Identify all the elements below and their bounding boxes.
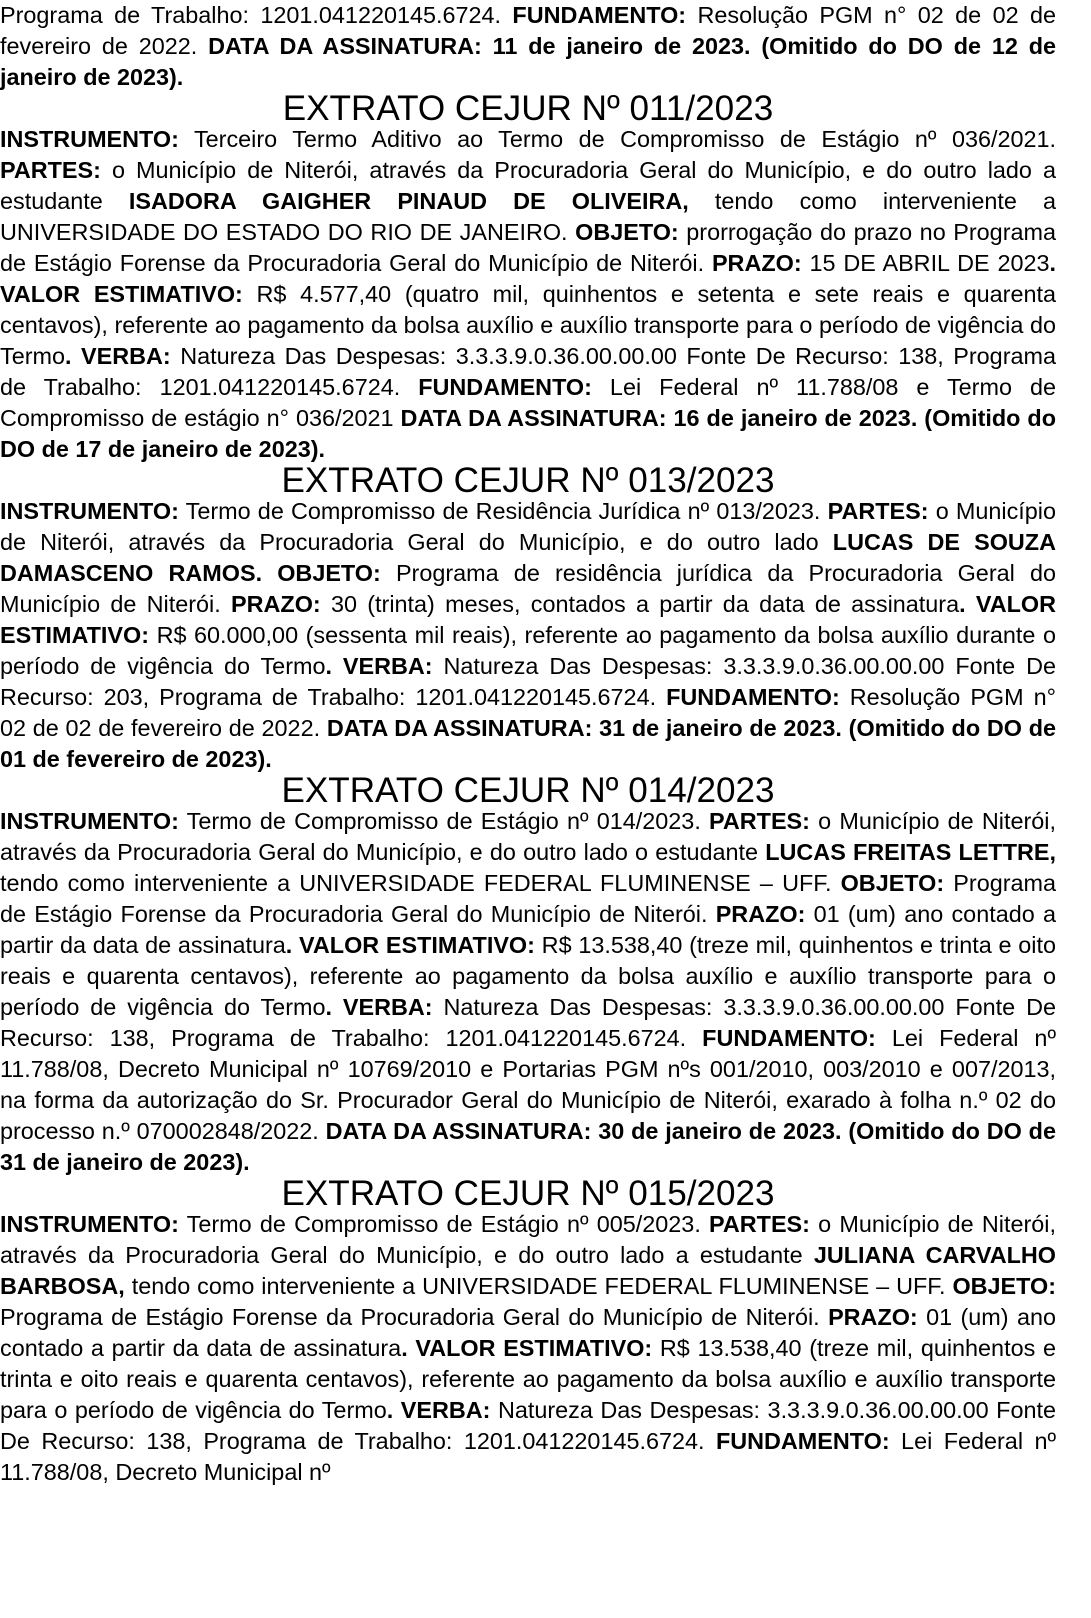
- bold-run: . VERBA:: [325, 994, 433, 1020]
- bold-run: INSTRUMENTO:: [0, 126, 179, 152]
- text-run: Termo de Compromisso de Estágio nº 005/2023.: [178, 1211, 710, 1237]
- bold-run: FUNDAMENTO:: [702, 1025, 876, 1051]
- bold-run: . VALOR ESTIMATIVO:: [0, 250, 1056, 307]
- text-run: o Município de Niterói, através da Procuradoria Geral do Município, e do outro lado o estudante: [0, 808, 1056, 865]
- bold-run: PRAZO:: [231, 591, 321, 617]
- bold-run: . VALOR ESTIMATIVO:: [401, 1335, 653, 1361]
- bold-run: PARTES:: [709, 1211, 810, 1237]
- bold-run: PARTES:: [827, 498, 929, 524]
- text-run: Lei Federal nº 11.788/08, Decreto Municipal nº 10769/2010 e Portarias PGM nºs 001/2010, 003/2010 e 007/2013, na forma da autorização do Sr. Procurador Geral do Município de Niterói, exarado à folha n.º 02 do processo n.º 070002848/2022.: [0, 1025, 1056, 1144]
- bold-run: FUNDAMENTO:: [512, 2, 687, 28]
- text-run: Resolução PGM n° 02 de 02 de fevereiro de 2022.: [0, 684, 1056, 741]
- text-run: Resolução PGM n° 02 de 02 de fevereiro de 2022.: [0, 2, 1056, 59]
- bold-run: DATA DA ASSINATURA: 11 de janeiro de 2023. (Omitido do DO de 12 de janeiro de 2023).: [0, 33, 1056, 90]
- bold-run: . VALOR ESTIMATIVO:: [0, 591, 1056, 648]
- intro-paragraph: [0, 0, 1056, 93]
- text-run: 15 DE ABRIL DE 2023: [801, 250, 1050, 276]
- text-run: o Município de Niterói, através da Procuradoria Geral do Município, e do outro lado a estudante: [0, 157, 1056, 214]
- bold-run: INSTRUMENTO:: [0, 1211, 179, 1237]
- text-run: Programa de Trabalho: 1201.041220145.6724.: [0, 2, 513, 28]
- extract-body: [0, 124, 1056, 465]
- bold-run: ISADORA GAIGHER PINAUD DE OLIVEIRA,: [128, 188, 689, 214]
- extract-title: EXTRATO CEJUR Nº 011/2023: [282, 89, 774, 128]
- extract-title: EXTRATO CEJUR Nº 013/2023: [281, 461, 775, 500]
- bold-run: PRAZO:: [828, 1304, 918, 1330]
- bold-run: PRAZO:: [711, 250, 802, 276]
- text-run: o Município de Niterói, através da Procuradoria Geral do Município, e do outro lado: [0, 498, 1056, 555]
- text-run: R$ 60.000,00 (sessenta mil reais), referente ao pagamento da bolsa auxílio durante o período de vigência do Termo: [0, 622, 1056, 679]
- text-run: Natureza Das Despesas: 3.3.3.9.0.36.00.00.00 Fonte De Recurso: 138, Programa de Trabalho: 1201.041220145.6724.: [0, 994, 1057, 1051]
- text-run: Natureza Das Despesas: 3.3.3.9.0.36.00.00.00 Fonte De Recurso: 138, Programa de Trabalho: 1201.041220145.6724.: [0, 1397, 1056, 1454]
- text-run: 01 (um) ano contado a partir da data de assinatura: [0, 901, 1056, 958]
- extract-body: [0, 1209, 1056, 1488]
- bold-run: . VERBA:: [65, 343, 171, 369]
- text-run: tendo como interveniente a UNIVERSIDADE DO ESTADO DO RIO DE JANEIRO.: [0, 188, 1056, 245]
- bold-run: PARTES:: [709, 808, 810, 834]
- bold-run: OBJETO:: [840, 870, 945, 896]
- text-run: Lei Federal nº 11.788/08 e Termo de Compromisso de estágio n° 036/2021: [0, 374, 1056, 431]
- bold-run: PARTES:: [0, 157, 101, 183]
- text-run: R$ 13.538,40 (treze mil, quinhentos e trinta e oito reais e quarenta centavos), referente ao pagamento da bolsa auxílio e auxílio transporte para o período de vigência do Termo: [0, 932, 1056, 1020]
- bold-run: OBJETO:: [575, 219, 679, 245]
- bold-run: DATA DA ASSINATURA: 31 de janeiro de 2023. (Omitido do DO de 01 de fevereiro de 2023).: [0, 715, 1056, 772]
- text-run: Terceiro Termo Aditivo ao Termo de Compromisso de Estágio nº 036/2021.: [178, 126, 1056, 152]
- extract-body: [0, 806, 1056, 1178]
- bold-run: LUCAS DE SOUZA DAMASCENO RAMOS. OBJETO:: [0, 529, 1056, 586]
- bold-run: FUNDAMENTO:: [715, 1428, 890, 1454]
- bold-run: LUCAS FREITAS LETTRE,: [765, 839, 1056, 865]
- text-run: tendo como interveniente a UNIVERSIDADE FEDERAL FLUMINENSE – UFF.: [124, 1273, 953, 1299]
- bold-run: OBJETO:: [952, 1273, 1056, 1299]
- text-run: 30 (trinta) meses, contados a partir da data de assinatura: [320, 591, 960, 617]
- text-run: Termo de Compromisso de Estágio nº 014/2023.: [178, 808, 710, 834]
- text-run: R$ 4.577,40 (quatro mil, quinhentos e setenta e sete reais e quarenta centavos), referente ao pagamento da bolsa auxílio e auxílio transporte para o período de vigência do Termo: [0, 281, 1056, 369]
- text-run: prorrogação do prazo no Programa de Estágio Forense da Procuradoria Geral do Município de Niterói.: [0, 219, 1056, 276]
- extract-title: EXTRATO CEJUR Nº 015/2023: [281, 1174, 775, 1213]
- text-run: Programa de Estágio Forense da Procuradoria Geral do Município de Niterói.: [0, 1304, 829, 1330]
- bold-run: INSTRUMENTO:: [0, 808, 179, 834]
- bold-run: FUNDAMENTO:: [666, 684, 840, 710]
- bold-run: . VERBA:: [386, 1397, 491, 1423]
- bold-run: JULIANA CARVALHO BARBOSA,: [0, 1242, 1056, 1299]
- extract-body: [0, 496, 1056, 775]
- text-run: Natureza Das Despesas: 3.3.3.9.0.36.00.00.00 Fonte De Recurso: 203, Programa de Trabalho: 1201.041220145.6724.: [0, 653, 1057, 710]
- bold-run: DATA DA ASSINATURA: 30 de janeiro de 2023. (Omitido do DO de 31 de janeiro de 2023).: [0, 1118, 1056, 1175]
- bold-run: . VERBA:: [325, 653, 433, 679]
- text-run: 01 (um) ano contado a partir da data de assinatura: [0, 1304, 1056, 1361]
- bold-run: PRAZO:: [715, 901, 806, 927]
- text-run: Termo de Compromisso de Residência Jurídica nº 013/2023.: [178, 498, 828, 524]
- text-run: Lei Federal nº 11.788/08, Decreto Municipal nº: [0, 1428, 1056, 1485]
- text-run: Natureza Das Despesas: 3.3.3.9.0.36.00.00.00 Fonte De Recurso: 138, Programa de Trabalho: 1201.041220145.6724.: [0, 343, 1056, 400]
- text-run: tendo como interveniente a UNIVERSIDADE FEDERAL FLUMINENSE – UFF.: [0, 870, 841, 896]
- bold-run: DATA DA ASSINATURA: 16 de janeiro de 2023. (Omitido do DO de 17 de janeiro de 2023).: [0, 405, 1056, 462]
- extract-title: EXTRATO CEJUR Nº 014/2023: [281, 771, 775, 810]
- bold-run: FUNDAMENTO:: [418, 374, 592, 400]
- bold-run: INSTRUMENTO:: [0, 498, 179, 524]
- text-run: Programa de Estágio Forense da Procuradoria Geral do Município de Niterói.: [0, 870, 1056, 927]
- text-run: o Município de Niterói, através da Procuradoria Geral do Município, e do outro lado a estudante: [0, 1211, 1056, 1268]
- text-run: R$ 13.538,40 (treze mil, quinhentos e trinta e oito reais e quarenta centavos), referente ao pagamento da bolsa auxílio e auxílio transporte para o período de vigência do Termo: [0, 1335, 1056, 1423]
- text-run: Programa de residência jurídica da Procuradoria Geral do Município de Niterói.: [0, 560, 1056, 617]
- bold-run: . VALOR ESTIMATIVO:: [285, 932, 535, 958]
